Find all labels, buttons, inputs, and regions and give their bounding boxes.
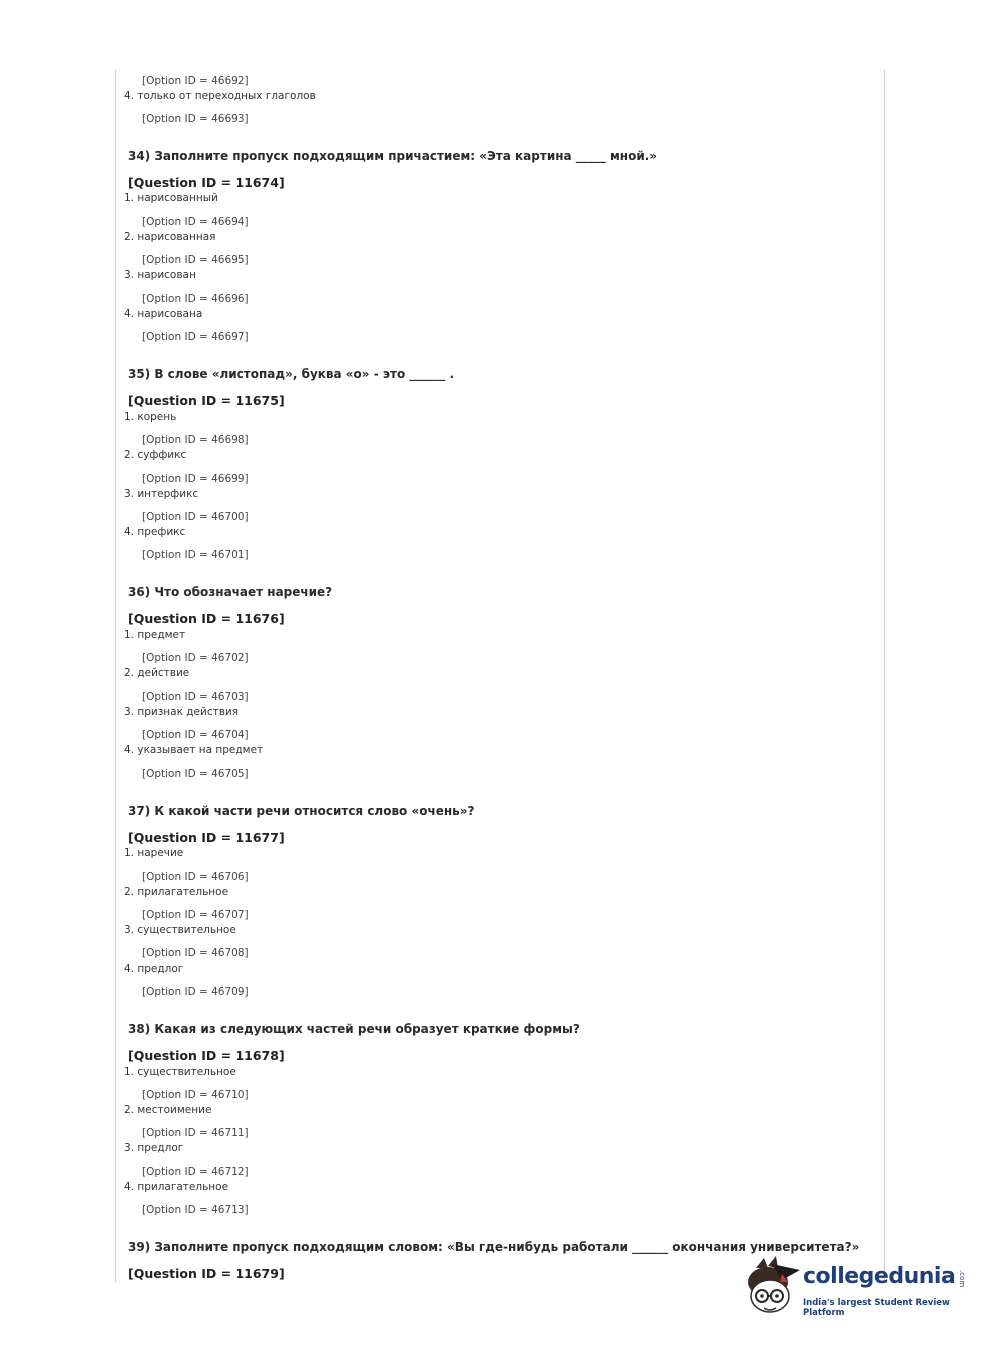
question-text: 37) К какой части речи относится слово «очень»? bbox=[128, 804, 475, 818]
question-text: 38) Какая из следующих частей речи образует краткие формы? bbox=[128, 1022, 580, 1036]
option-id: [Option ID = 46703] bbox=[142, 691, 249, 703]
answer-choice: 2. нарисованная bbox=[124, 231, 216, 243]
answer-choice: 3. существительное bbox=[124, 924, 236, 936]
option-id: [Option ID = 46710] bbox=[142, 1089, 249, 1101]
answer-choice: 3. признак действия bbox=[124, 706, 239, 718]
option-id: [Option ID = 46700] bbox=[142, 511, 249, 523]
collegedunia-logo bbox=[742, 1256, 972, 1320]
option-id: [Option ID = 46698] bbox=[142, 434, 249, 446]
answer-choice: 2. действие bbox=[124, 667, 190, 679]
option-id: [Option ID = 46706] bbox=[142, 871, 249, 883]
answer-choice: 4. указывает на предмет bbox=[124, 744, 264, 756]
answer-choice: 2. суффикс bbox=[124, 449, 187, 461]
answer-choice: 1. существительное bbox=[124, 1066, 236, 1078]
question-id: [Question ID = 11677] bbox=[128, 830, 285, 845]
answer-choice: 4. префикс bbox=[124, 526, 186, 538]
option-id: [Option ID = 46707] bbox=[142, 909, 249, 921]
answer-choice: 1. предмет bbox=[124, 629, 186, 641]
answer-choice: 3. нарисован bbox=[124, 269, 196, 281]
page-border-left bbox=[115, 70, 116, 1282]
option-id: [Option ID = 46705] bbox=[142, 768, 249, 780]
mascot-icon bbox=[742, 1256, 806, 1320]
page-border-right bbox=[884, 70, 885, 1282]
answer-choice: 2. местоимение bbox=[124, 1104, 212, 1116]
option-id: [Option ID = 46702] bbox=[142, 652, 249, 664]
option-id: [Option ID = 46696] bbox=[142, 293, 249, 305]
answer-choice: 4. нарисована bbox=[124, 308, 203, 320]
answer-choice: 1. наречие bbox=[124, 847, 184, 859]
logo-suffix: .com bbox=[958, 1270, 966, 1288]
option-id: [Option ID = 46692] bbox=[142, 75, 249, 87]
option-id: [Option ID = 46694] bbox=[142, 216, 249, 228]
option-id: [Option ID = 46711] bbox=[142, 1127, 249, 1139]
answer-choice: 4. предлог bbox=[124, 963, 184, 975]
option-id: [Option ID = 46693] bbox=[142, 113, 249, 125]
option-id: [Option ID = 46709] bbox=[142, 986, 249, 998]
question-text: 34) Заполните пропуск подходящим причастием: «Эта картина _____ мной.» bbox=[128, 149, 658, 163]
question-text: 36) Что обозначает наречие? bbox=[128, 585, 333, 599]
answer-choice: 4. прилагательное bbox=[124, 1181, 229, 1193]
answer-choice: 1. корень bbox=[124, 411, 177, 423]
option-id: [Option ID = 46701] bbox=[142, 549, 249, 561]
answer-choice: 2. прилагательное bbox=[124, 886, 229, 898]
answer-choice: 3. интерфикс bbox=[124, 488, 199, 500]
question-text: 35) В слове «листопад», буква «о» - это ______ . bbox=[128, 367, 455, 381]
option-id: [Option ID = 46713] bbox=[142, 1204, 249, 1216]
question-id: [Question ID = 11679] bbox=[128, 1266, 285, 1281]
option-id: [Option ID = 46697] bbox=[142, 331, 249, 343]
option-id: [Option ID = 46708] bbox=[142, 947, 249, 959]
option-id: [Option ID = 46695] bbox=[142, 254, 249, 266]
question-id: [Question ID = 11676] bbox=[128, 611, 285, 626]
question-text: 39) Заполните пропуск подходящим словом: «Вы где-нибудь работали ______ окончания университета?» bbox=[128, 1240, 860, 1254]
logo-wordmark: collegedunia bbox=[803, 1264, 956, 1289]
question-id: [Question ID = 11678] bbox=[128, 1048, 285, 1063]
option-id: [Option ID = 46712] bbox=[142, 1166, 249, 1178]
option-id: [Option ID = 46704] bbox=[142, 729, 249, 741]
answer-choice: 3. предлог bbox=[124, 1142, 184, 1154]
logo-tagline: India's largest Student Review Platform bbox=[803, 1298, 950, 1318]
question-id: [Question ID = 11674] bbox=[128, 175, 285, 190]
answer-choice: 1. нарисованный bbox=[124, 192, 218, 204]
option-id: [Option ID = 46699] bbox=[142, 473, 249, 485]
question-id: [Question ID = 11675] bbox=[128, 393, 285, 408]
answer-choice: 4. только от переходных глаголов bbox=[124, 90, 316, 102]
